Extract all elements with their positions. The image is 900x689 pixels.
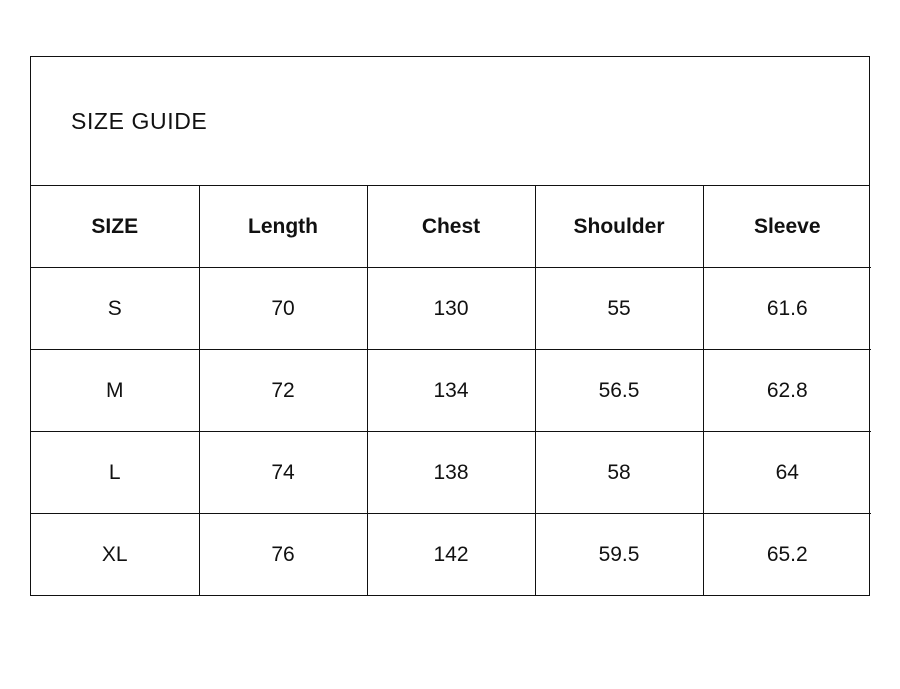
table-row — [31, 514, 871, 596]
cell-sleeve: 64 — [703, 432, 871, 514]
table-row — [31, 268, 871, 350]
cell-size: XL — [31, 514, 199, 596]
table-head — [31, 186, 871, 268]
column-header-sleeve: Sleeve — [703, 186, 871, 268]
cell-sleeve: 62.8 — [703, 350, 871, 432]
cell-shoulder: 55 — [535, 268, 703, 350]
cell-shoulder: 59.5 — [535, 514, 703, 596]
cell-length: 76 — [199, 514, 367, 596]
cell-size: S — [31, 268, 199, 350]
cell-chest: 142 — [367, 514, 535, 596]
cell-chest: 138 — [367, 432, 535, 514]
table-body — [31, 268, 871, 596]
column-header-size: SIZE — [31, 186, 199, 268]
column-header-length: Length — [199, 186, 367, 268]
size-guide-table — [31, 186, 871, 595]
cell-length: 72 — [199, 350, 367, 432]
cell-shoulder: 56.5 — [535, 350, 703, 432]
cell-size: M — [31, 350, 199, 432]
cell-sleeve: 61.6 — [703, 268, 871, 350]
cell-size: L — [31, 432, 199, 514]
cell-sleeve: 65.2 — [703, 514, 871, 596]
column-header-shoulder: Shoulder — [535, 186, 703, 268]
table-header-row — [31, 186, 871, 268]
column-header-chest: Chest — [367, 186, 535, 268]
page-title: SIZE GUIDE — [71, 107, 208, 134]
cell-length: 70 — [199, 268, 367, 350]
cell-chest: 134 — [367, 350, 535, 432]
size-guide-title-row — [31, 57, 869, 186]
cell-length: 74 — [199, 432, 367, 514]
cell-chest: 130 — [367, 268, 535, 350]
cell-shoulder: 58 — [535, 432, 703, 514]
table-row — [31, 432, 871, 514]
size-guide-card — [30, 56, 870, 596]
table-row — [31, 350, 871, 432]
